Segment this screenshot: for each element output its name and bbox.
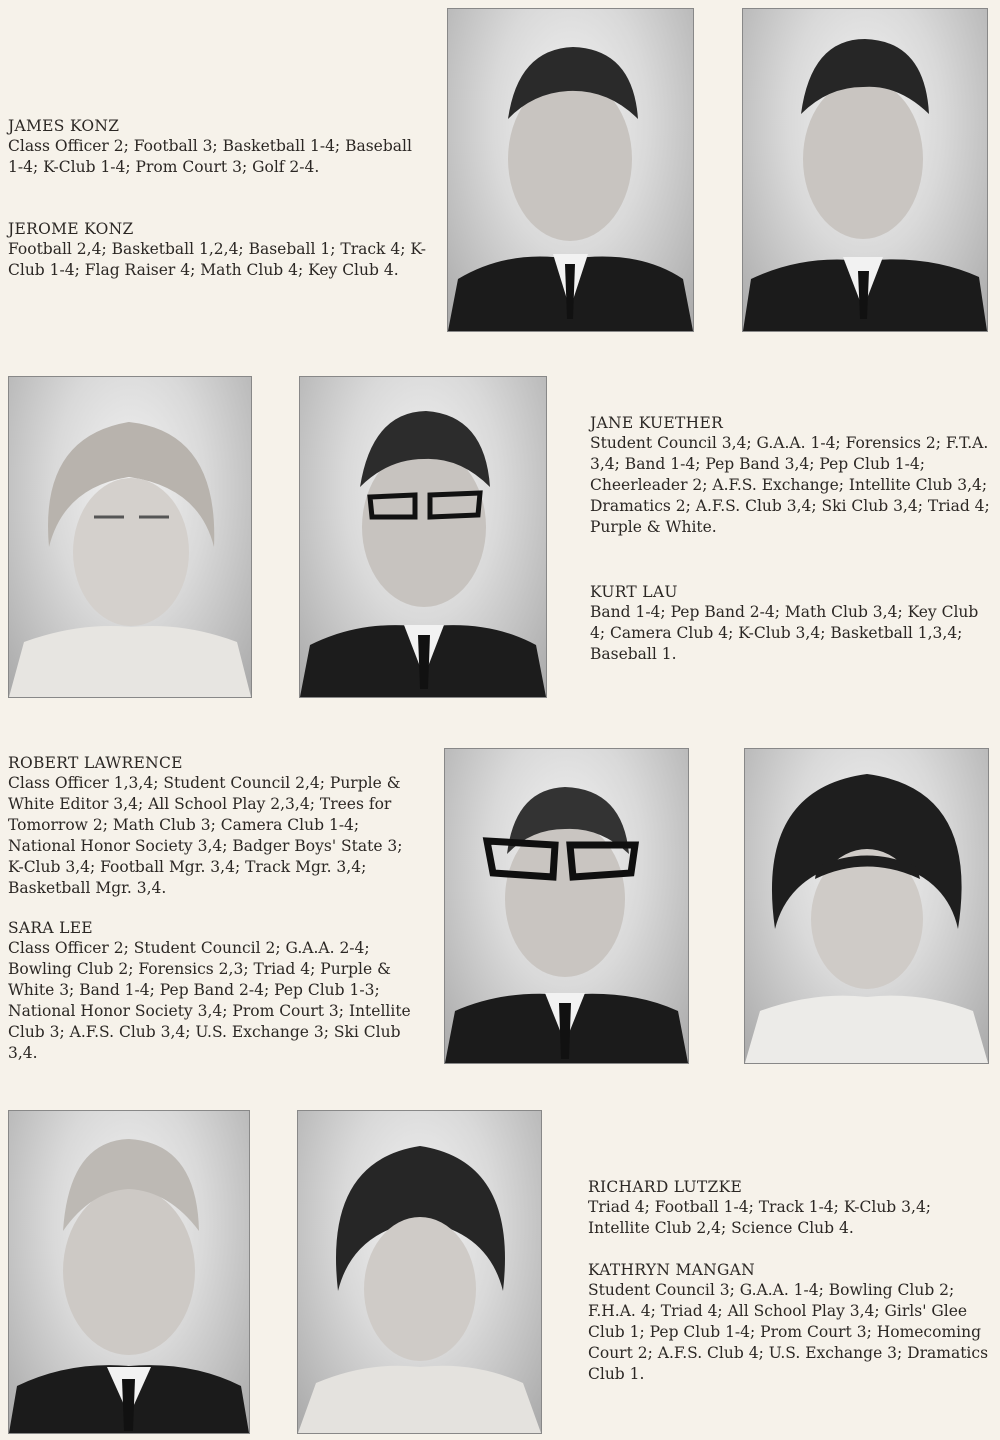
portrait-photo-robert-lawrence: [444, 748, 689, 1064]
portrait-photo-kathryn-mangan: [297, 1110, 542, 1434]
portrait-photo-jerome-konz: [742, 8, 988, 332]
student-activities: Class Officer 1,3,4; Student Council 2,4; Purple & White Editor 3,4; All School Play 2,3,4; Trees for Tomorrow 2; Math Club 3; Camera Club 1-4; National Honor Society 3,4; Badger Boys' State 3; K-Club 3,4; Football Mgr. 3,4; Track Mgr. 3,4; Basketball Mgr. 3,4.: [8, 774, 403, 897]
student-name: JANE KUETHER: [590, 414, 724, 432]
portrait-photo-james-konz: [447, 8, 694, 332]
bio-richard-lutzke: [588, 1177, 990, 1239]
bio-robert-lawrence: [8, 753, 412, 899]
student-name: KURT LAU: [590, 583, 678, 601]
student-activities: Student Council 3; G.A.A. 1-4; Bowling Club 2; F.H.A. 4; Triad 4; All School Play 3,4; Girls' Glee Club 1; Pep Club 1-4; Prom Court 3; Homecoming Court 2; A.F.S. Club 4; U.S. Exchange 3; Dramatics Club 1.: [588, 1281, 989, 1383]
student-activities: Class Officer 2; Football 3; Basketball 1-4; Baseball 1-4; K-Club 1-4; Prom Court 3; Golf 2-4.: [8, 137, 412, 176]
student-name: SARA LEE: [8, 919, 93, 937]
portrait-photo-jane-kuether: [8, 376, 252, 698]
student-name: ROBERT LAWRENCE: [8, 754, 183, 772]
portrait-photo-kurt-lau: [299, 376, 547, 698]
portrait-photo-sara-lee: [744, 748, 989, 1064]
student-activities: Class Officer 2; Student Council 2; G.A.A. 2-4; Bowling Club 2; Forensics 2,3; Triad 4; Purple & White 3; Band 1-4; Pep Band 2-4; Pep Club 1-3; National Honor Society 3,4; Prom Court 3; Intellite Club 3; A.F.S. Club 3,4; U.S. Exchange 3; Ski Club 3,4.: [8, 939, 411, 1062]
student-name: JEROME KONZ: [8, 220, 134, 238]
bio-james-konz: [8, 116, 428, 178]
bio-sara-lee: [8, 918, 412, 1064]
student-name: JAMES KONZ: [8, 117, 120, 135]
student-activities: Student Council 3,4; G.A.A. 1-4; Forensics 2; F.T.A. 3,4; Band 1-4; Pep Band 3,4; Pep Club 1-4; Cheerleader 2; A.F.S. Exchange; Intellite Club 3,4; Dramatics 2; A.F.S. Club 3,4; Ski Club 3,4; Triad 4; Purple & White.: [590, 434, 990, 536]
bio-jane-kuether: [590, 413, 990, 538]
bio-kathryn-mangan: [588, 1260, 990, 1385]
bio-jerome-konz: [8, 219, 428, 281]
student-name: KATHRYN MANGAN: [588, 1261, 756, 1279]
portrait-photo-richard-lutzke: [8, 1110, 250, 1434]
student-activities: Football 2,4; Basketball 1,2,4; Baseball 1; Track 4; K-Club 1-4; Flag Raiser 4; Math Club 4; Key Club 4.: [8, 240, 427, 279]
student-name: RICHARD LUTZKE: [588, 1178, 743, 1196]
bio-kurt-lau: [590, 582, 990, 665]
student-activities: Band 1-4; Pep Band 2-4; Math Club 3,4; Key Club 4; Camera Club 4; K-Club 3,4; Basketball 1,3,4; Baseball 1.: [590, 603, 979, 663]
student-activities: Triad 4; Football 1-4; Track 1-4; K-Club 3,4; Intellite Club 2,4; Science Club 4.: [588, 1198, 932, 1237]
